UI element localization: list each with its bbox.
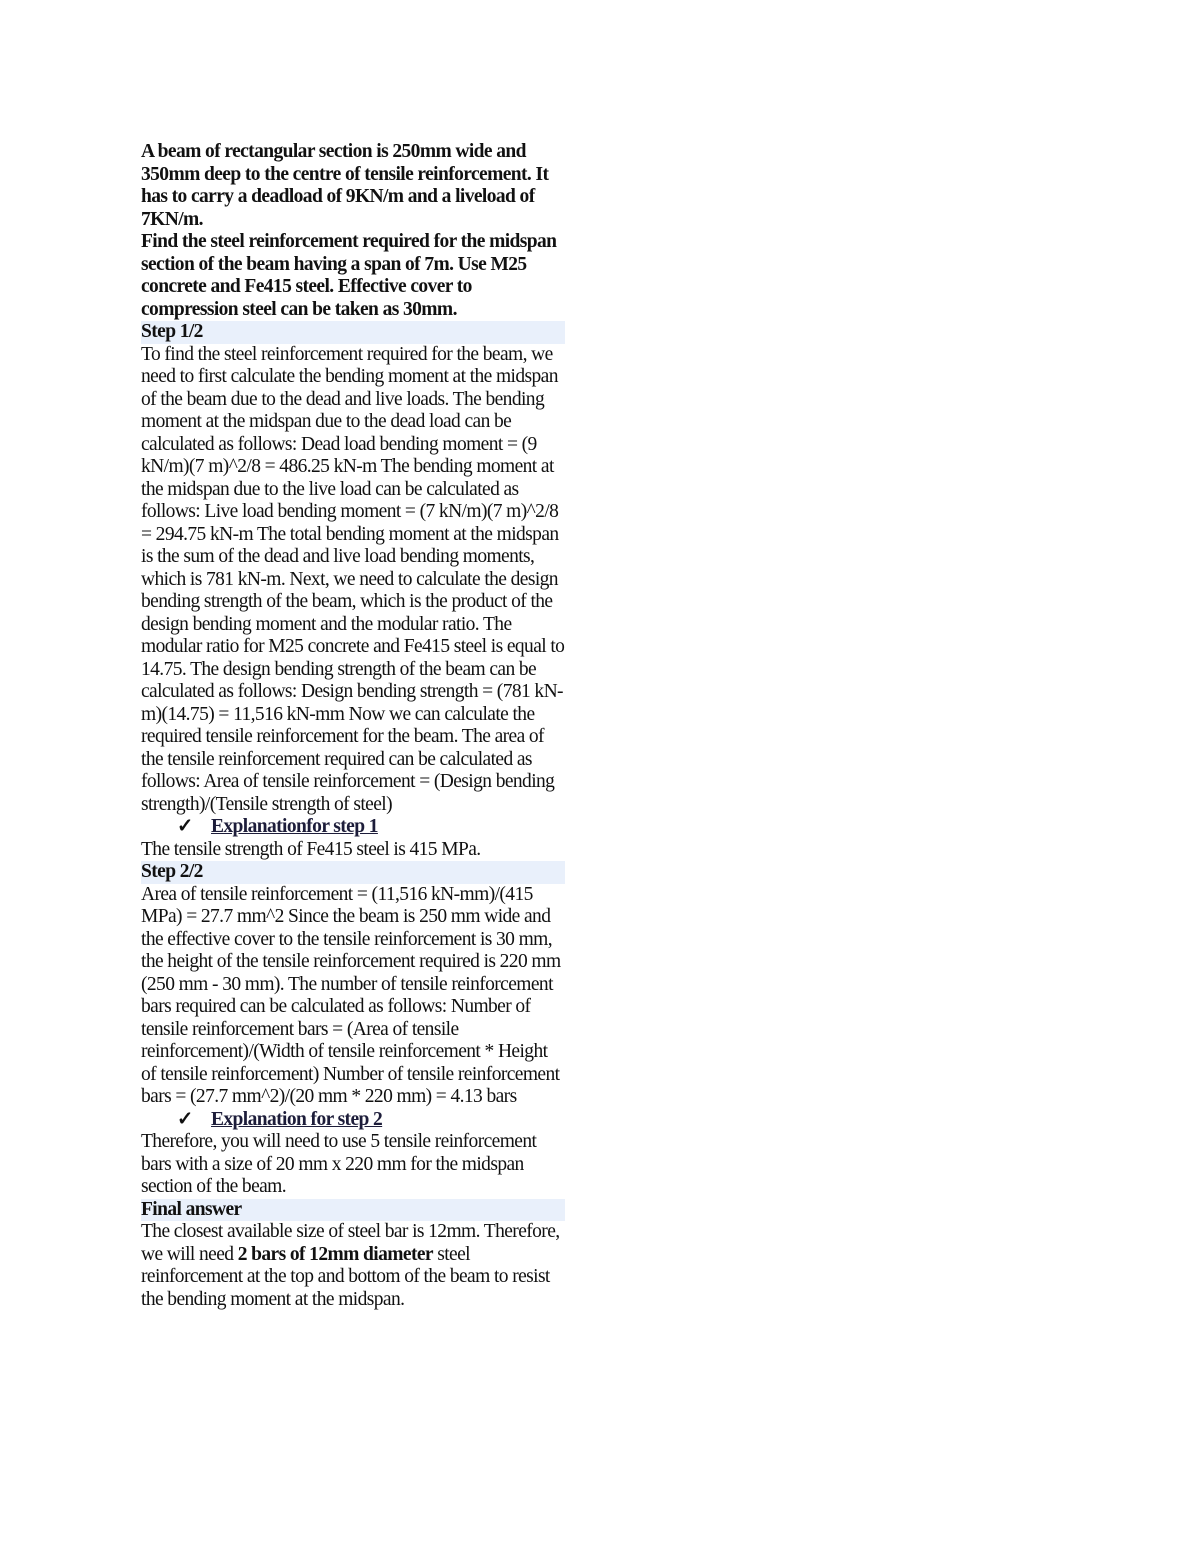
step-2-explanation-label[interactable]: Explanation for step 2 — [211, 1108, 383, 1130]
final-answer-highlight: 2 bars of 12mm diameter — [237, 1243, 433, 1265]
final-answer-header: Final answer — [141, 1199, 565, 1222]
step-2-explanation-text: Therefore, you will need to use 5 tensile reinforcement bars with a size of 20 mm x 220 mm for the midspan section of the beam. — [141, 1131, 537, 1197]
step-2-explanation-toggle[interactable] — [177, 1109, 565, 1132]
step-1-explanation-label[interactable]: Explanationfor step 1 — [211, 816, 378, 837]
question-paragraph-1: A beam of rectangular section is 250mm wide and 350mm deep to the centre of tensile reinforcement. It has to carry a deadload of 9KN/m and a liveload of 7KN/m. — [141, 141, 549, 230]
question-paragraph-2: Find the steel reinforcement required for the midspan section of the beam having a span of 7m. Use M25 concrete and Fe415 steel. Effective cover to compression steel can be taken as 30mm. — [141, 231, 557, 320]
step-1-header: Step 1/2 — [141, 321, 565, 344]
final-answer-section — [141, 1199, 565, 1312]
final-answer-text — [141, 1221, 565, 1311]
step-2-body: Area of tensile reinforcement = (11,516 kN-mm)/(415 MPa) = 27.7 mm^2 Since the beam is 250 mm wide and the effective cover to the tensile reinforcement is 30 mm, the height of the tensile reinforcement required is 220 mm (250 mm - 30 mm). The number of tensile reinforcement bars required can be calculated as follows: Number of tensile reinforcement bars = (Area of tensile reinforcement)/(Width of tensile reinforcement * Height of tensile reinforcement) Number of tensile reinforcement bars = (27.7 mm^2)/(20 mm * 220 mm) = 4.13 bars — [141, 883, 561, 1107]
check-icon: ✓ — [177, 816, 193, 837]
final-answer-text-after: steel reinforcement at the top and bottom of the beam to resist the bending moment at the midspan. — [141, 1243, 550, 1310]
step-1-section — [141, 321, 565, 861]
final-answer-text-before: The closest available size of steel bar is 12mm. Therefore, we will need — [141, 1221, 560, 1265]
question — [141, 141, 565, 321]
step-1-body: To find the steel reinforcement required for the beam, we need to first calculate the bending moment at the midspan of the beam due to the dead and live loads. The bending moment at the midspan due to the dead load can be calculated as follows: Dead load bending moment = (9 kN/m)(7 m)^2/8 = 486.25 kN-m The bending moment at the midspan due to the live load can be calculated as follows: Live load bending moment = (7 kN/m)(7 m)^2/8 = 294.75 kN-m The total bending moment at the midspan is the sum of the dead and live load bending moments, which is 781 kN-m. Next, we need to calculate the design bending strength of the beam, which is the product of the design bending moment and the modular ratio. The modular ratio for M25 concrete and Fe415 steel is equal to 14.75. The design bending strength of the beam can be calculated as follows: Design bending strength = (781 kN-m)(14.75) = 11,516 kN-mm Now we can calculate the required tensile reinforcement for the beam. The area of the tensile reinforcement required can be calculated as follows: Area of tensile reinforcement = (Design bending strength)/(Tensile strength of steel) — [141, 343, 565, 815]
step-2-header: Step 2/2 — [141, 861, 565, 884]
check-icon: ✓ — [177, 1108, 193, 1130]
document-body — [141, 141, 565, 1311]
step-1-explanation-toggle[interactable] — [177, 816, 565, 839]
step-1-explanation-text: The tensile strength of Fe415 steel is 415 MPa. — [141, 838, 481, 860]
step-2-section — [141, 861, 565, 1199]
